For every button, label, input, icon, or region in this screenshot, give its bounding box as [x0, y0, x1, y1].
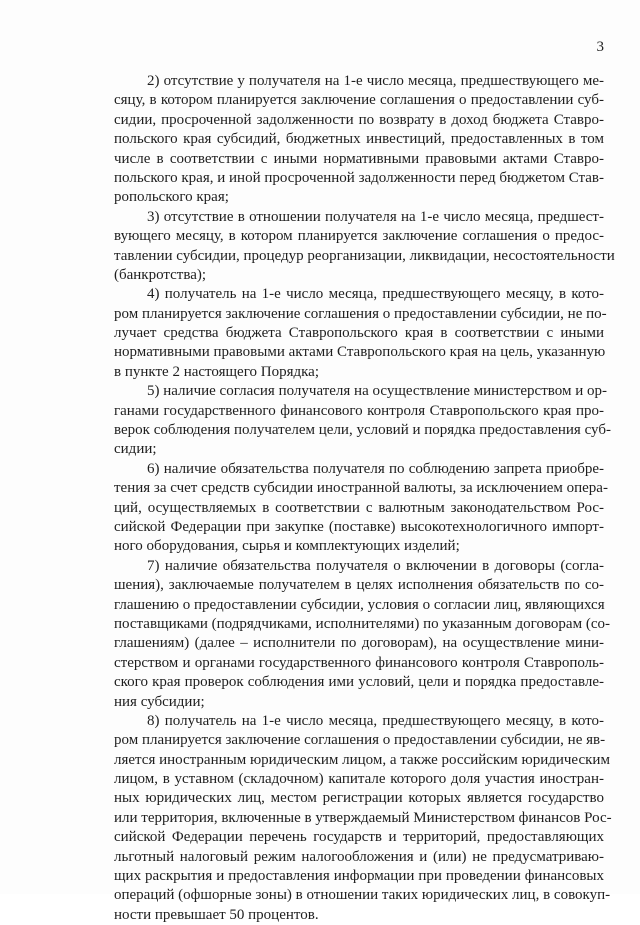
- text-line: глашению о предоставлении субсидии, условия о согласии лиц, являющихся: [114, 596, 605, 613]
- text-line: 3) отсутствие в отношении получателя на 1-е число месяца, предшест-: [147, 208, 604, 225]
- text-line: ганами государственного финансового контроля Ставропольского края про-: [114, 402, 604, 419]
- text-line: глашениям) (далее – исполнители по договорам), на осуществление мини-: [114, 635, 604, 652]
- text-line: лицом, в уставном (складочном) капитале которого доля участия иностран-: [114, 771, 604, 788]
- text-line: 2) отсутствие у получателя на 1-е число месяца, предшествующего ме-: [147, 73, 604, 89]
- text-line: шения), заключаемые получателем в целях исполнения обязательств по со-: [114, 577, 604, 594]
- document-body: [114, 72, 615, 925]
- text-line: 5) наличие согласия получателя на осуществление министерством и ор-: [147, 383, 607, 400]
- text-line: 7) наличие обязательства получателя о включении в договоры (согла-: [147, 557, 604, 574]
- text-line: ния субсидии;: [114, 693, 205, 710]
- text-line: ропольского края;: [114, 189, 229, 206]
- text-line: 8) получатель на 1-е число месяца, предшествующего месяцу, в кото-: [147, 712, 604, 729]
- text-line: ского края проверок соблюдения ими условий, цели и порядка предоставле-: [114, 674, 604, 691]
- text-line: стерством и органами государственного финансового контроля Ставрополь-: [114, 654, 604, 671]
- text-line: сяцу, в котором планируется заключение соглашения о предоставлении суб-: [114, 92, 604, 109]
- text-line: числе в соответствии с иными нормативными правовыми актами Ставро-: [114, 150, 604, 167]
- text-line: (банкротства);: [114, 266, 207, 283]
- text-line: тавлении субсидии, процедур реорганизации, ликвидации, несостоятельности: [114, 247, 615, 264]
- text-line: верок соблюдения получателем цели, условий и порядка предоставления суб-: [114, 422, 611, 439]
- text-line: сийской Федерации перечень государств и территорий, предоставляющих: [114, 829, 604, 846]
- text-line: операций (офшорные зоны) в отношении таких юридических лиц, в совокуп-: [114, 887, 611, 904]
- text-line: сидии, просроченной задолженности по возврату в доход бюджета Ставро-: [114, 111, 604, 128]
- text-line: сийской Федерации при закупке (поставке) высокотехнологичного импорт-: [114, 518, 604, 535]
- text-line: 6) наличие обязательства получателя по соблюдению запрета приобре-: [147, 460, 604, 477]
- text-line: щих раскрытия и предоставления информации при проведении финансовых: [114, 868, 604, 885]
- text-line: ного оборудования, сырья и комплектующих изделий;: [114, 538, 460, 555]
- text-line: ных юридических лиц, местом регистрации которых является государство: [114, 790, 604, 807]
- text-line: ности превышает 50 процентов.: [114, 906, 319, 923]
- text-line: тения за счет средств субсидии иностранной валюты, за исключением опера-: [114, 480, 608, 497]
- text-line: поставщиками (подрядчиками, исполнителями) по указанным договорам (со-: [114, 615, 610, 632]
- text-line: ром планируется заключение соглашения о предоставлении субсидии, не яв-: [114, 732, 606, 749]
- text-line: льготный налоговый режим налогообложения и (или) не предусматриваю-: [114, 848, 604, 865]
- text-line: или территория, включенные в утверждаемый Министерством финансов Рос-: [114, 809, 612, 826]
- text-line: ляется иностранным юридическим лицом, а также российским юридическим: [114, 751, 610, 768]
- text-line: вующего месяцу, в котором планируется заключение соглашения о предос-: [114, 228, 604, 245]
- text-line: 4) получатель на 1-е число месяца, предшествующего месяцу, в кото-: [147, 286, 604, 303]
- text-line: в пункте 2 настоящего Порядка;: [114, 363, 319, 380]
- text-line: нормативными правовыми актами Ставропольского края на цель, указанную: [114, 344, 606, 361]
- text-line: сидии;: [114, 441, 157, 458]
- text-line: лучает средства бюджета Ставропольского края в соответствии с иными: [114, 325, 604, 342]
- page-number: 3: [596, 39, 604, 55]
- text-line: польского края, и иной просроченной задолженности перед бюджетом Став-: [114, 169, 604, 186]
- text-line: ций, осуществляемых в соответствии с валютным законодательством Рос-: [114, 499, 604, 516]
- text-line: польского края субсидий, бюджетных инвестиций, предоставленных в том: [114, 131, 604, 148]
- text-line: ром планируется заключение соглашения о предоставлении субсидии, не по-: [114, 305, 607, 322]
